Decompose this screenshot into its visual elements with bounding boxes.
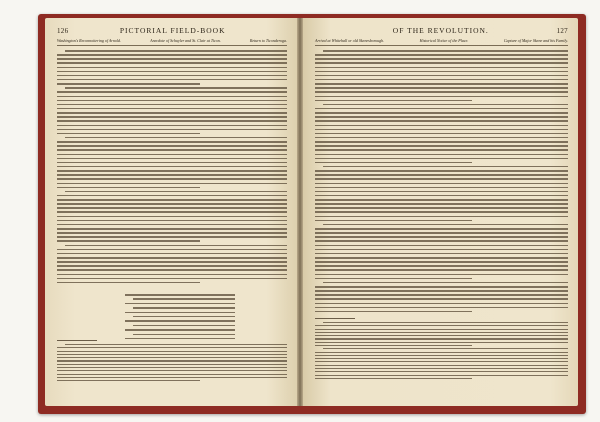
text-line bbox=[57, 367, 287, 368]
left-subhead-2: Anecdote of Schuyler and St. Clair at Ticon. bbox=[150, 38, 221, 43]
text-line bbox=[57, 278, 287, 280]
text-line bbox=[315, 345, 472, 346]
text-line bbox=[315, 75, 568, 77]
text-line bbox=[57, 199, 287, 201]
text-line bbox=[315, 67, 568, 69]
text-line bbox=[315, 79, 568, 81]
right-subheads bbox=[315, 36, 568, 46]
text-line bbox=[57, 269, 287, 271]
text-line bbox=[57, 364, 287, 365]
text-line bbox=[315, 261, 568, 263]
text-line bbox=[65, 191, 287, 193]
text-line bbox=[315, 236, 568, 238]
text-line bbox=[57, 374, 287, 375]
text-line bbox=[315, 91, 568, 93]
text-line bbox=[315, 257, 568, 259]
text-line bbox=[315, 228, 568, 230]
text-line bbox=[315, 265, 568, 267]
text-line bbox=[57, 228, 287, 230]
text-line bbox=[125, 303, 235, 305]
text-line bbox=[57, 116, 287, 118]
text-line bbox=[315, 133, 568, 135]
text-line bbox=[57, 174, 287, 176]
text-line bbox=[57, 129, 287, 131]
text-line bbox=[57, 377, 287, 378]
text-line bbox=[323, 282, 568, 284]
text-line bbox=[57, 141, 287, 143]
text-line bbox=[57, 203, 287, 205]
text-line bbox=[315, 211, 568, 213]
left-footnote-rule bbox=[57, 340, 97, 341]
text-line bbox=[57, 133, 200, 135]
text-line bbox=[315, 240, 568, 242]
text-line bbox=[315, 249, 568, 251]
text-line bbox=[57, 207, 287, 209]
text-line bbox=[315, 269, 568, 271]
right-footnotes bbox=[315, 322, 568, 381]
text-line bbox=[57, 265, 287, 267]
left-footnotes bbox=[57, 344, 287, 383]
text-line bbox=[57, 357, 287, 358]
text-line bbox=[315, 207, 568, 209]
right-page-number: 127 bbox=[556, 27, 568, 35]
text-line bbox=[57, 67, 287, 69]
text-line bbox=[57, 162, 287, 164]
text-line bbox=[315, 355, 568, 356]
text-line bbox=[57, 170, 287, 172]
text-line bbox=[315, 137, 568, 139]
right-subhead-3: Capture of Major Skene and his Family. bbox=[503, 38, 568, 43]
text-line bbox=[315, 96, 568, 98]
text-line bbox=[57, 224, 287, 226]
text-line bbox=[57, 257, 287, 259]
text-line bbox=[315, 332, 568, 333]
text-line bbox=[315, 286, 568, 288]
text-line bbox=[57, 100, 287, 102]
text-line bbox=[65, 137, 287, 139]
right-subhead-1: Arrival at Whitehall or old Skenesborough. bbox=[315, 38, 385, 43]
right-running-head bbox=[315, 26, 568, 35]
text-line bbox=[315, 183, 568, 185]
text-line bbox=[57, 187, 200, 189]
text-line bbox=[57, 220, 287, 222]
text-line bbox=[315, 145, 568, 147]
text-line bbox=[133, 325, 235, 327]
text-line bbox=[315, 203, 568, 205]
text-line bbox=[57, 380, 200, 381]
text-line bbox=[57, 83, 200, 85]
text-line bbox=[315, 371, 568, 372]
text-line bbox=[315, 54, 568, 56]
text-line bbox=[315, 149, 568, 151]
text-line bbox=[57, 354, 287, 355]
text-line bbox=[57, 211, 287, 213]
text-line bbox=[57, 232, 287, 234]
text-line bbox=[315, 335, 568, 336]
text-line bbox=[57, 54, 287, 56]
text-line bbox=[57, 112, 287, 114]
text-line bbox=[57, 158, 287, 160]
text-line bbox=[125, 320, 235, 322]
text-line bbox=[57, 71, 287, 73]
text-line bbox=[315, 325, 568, 326]
text-line bbox=[315, 71, 568, 73]
text-line bbox=[315, 87, 568, 89]
right-running-title: OF THE REVOLUTION. bbox=[392, 26, 489, 35]
text-line bbox=[315, 294, 568, 296]
text-line bbox=[57, 253, 287, 255]
text-line bbox=[133, 307, 235, 309]
text-line bbox=[323, 348, 568, 349]
text-line bbox=[57, 166, 287, 168]
text-line bbox=[57, 58, 287, 60]
text-line bbox=[315, 361, 568, 362]
text-line bbox=[323, 224, 568, 226]
text-line bbox=[315, 112, 568, 114]
text-line bbox=[57, 96, 287, 98]
text-line bbox=[315, 352, 568, 353]
text-line bbox=[57, 216, 287, 218]
text-line bbox=[315, 338, 568, 339]
text-line bbox=[57, 261, 287, 263]
text-line bbox=[315, 100, 472, 102]
left-page-number: 126 bbox=[57, 27, 69, 35]
text-line bbox=[315, 58, 568, 60]
text-line bbox=[315, 162, 472, 164]
text-line bbox=[125, 338, 235, 340]
left-running-title: PICTORIAL FIELD-BOOK bbox=[119, 26, 226, 35]
text-line bbox=[57, 62, 287, 64]
text-line bbox=[133, 316, 235, 318]
text-line bbox=[315, 253, 568, 255]
text-line bbox=[57, 149, 287, 151]
text-line bbox=[315, 368, 568, 369]
text-line bbox=[57, 145, 287, 147]
text-line bbox=[315, 62, 568, 64]
text-line bbox=[57, 75, 287, 77]
text-line bbox=[57, 108, 287, 110]
text-line bbox=[315, 83, 568, 85]
text-line bbox=[315, 274, 568, 276]
text-line bbox=[315, 116, 568, 118]
text-line bbox=[315, 378, 472, 379]
text-line bbox=[315, 232, 568, 234]
left-subhead-1: Washington's Reconnoitering of Arnold. bbox=[57, 38, 121, 43]
text-line bbox=[57, 104, 287, 106]
text-line bbox=[315, 298, 568, 300]
text-line bbox=[315, 187, 568, 189]
text-line bbox=[323, 104, 568, 106]
text-line bbox=[315, 216, 568, 218]
left-body-text bbox=[57, 50, 287, 286]
right-body-text bbox=[315, 50, 568, 315]
left-page bbox=[45, 18, 297, 406]
left-subhead-3: Return to Ticonderoga. bbox=[249, 38, 287, 43]
text-line bbox=[57, 351, 287, 352]
text-line bbox=[57, 79, 287, 81]
text-line bbox=[57, 183, 287, 185]
text-line bbox=[323, 166, 568, 168]
text-line bbox=[315, 174, 568, 176]
text-line bbox=[65, 87, 287, 89]
text-line bbox=[315, 278, 472, 280]
text-line bbox=[315, 120, 568, 122]
text-line bbox=[57, 360, 287, 361]
text-line bbox=[315, 220, 472, 222]
text-line bbox=[57, 125, 287, 127]
text-line bbox=[323, 322, 568, 323]
text-line bbox=[57, 120, 287, 122]
text-line bbox=[125, 312, 235, 314]
text-line bbox=[65, 245, 287, 247]
left-running-head bbox=[57, 26, 287, 35]
text-line bbox=[315, 125, 568, 127]
text-line bbox=[315, 199, 568, 201]
text-line bbox=[315, 191, 568, 193]
text-line bbox=[315, 342, 568, 343]
text-line bbox=[315, 108, 568, 110]
text-line bbox=[65, 344, 287, 345]
text-line bbox=[315, 290, 568, 292]
text-line bbox=[133, 334, 235, 336]
text-line bbox=[57, 91, 287, 93]
text-line bbox=[125, 294, 235, 296]
text-line bbox=[315, 158, 568, 160]
text-line bbox=[315, 311, 472, 313]
text-line bbox=[315, 195, 568, 197]
text-line bbox=[57, 195, 287, 197]
text-line bbox=[57, 236, 287, 238]
text-line bbox=[315, 329, 568, 330]
right-subhead-2: Historical Notice of the Place. bbox=[419, 38, 469, 43]
text-line bbox=[125, 329, 235, 331]
text-line bbox=[133, 298, 235, 300]
text-line bbox=[315, 245, 568, 247]
text-line bbox=[57, 240, 200, 242]
text-line bbox=[315, 307, 568, 309]
text-line bbox=[315, 365, 568, 366]
left-poem bbox=[125, 294, 235, 342]
text-line bbox=[57, 249, 287, 251]
text-line bbox=[65, 50, 287, 52]
text-line bbox=[315, 303, 568, 305]
text-line bbox=[57, 274, 287, 276]
text-line bbox=[323, 50, 568, 52]
text-line bbox=[315, 358, 568, 359]
text-line bbox=[57, 370, 287, 371]
text-line bbox=[315, 170, 568, 172]
text-line bbox=[57, 282, 200, 284]
text-line bbox=[57, 347, 287, 348]
text-line bbox=[57, 178, 287, 180]
text-line bbox=[315, 375, 568, 376]
left-subheads bbox=[57, 36, 287, 46]
text-line bbox=[315, 141, 568, 143]
right-footnote-rule bbox=[315, 318, 355, 319]
right-page bbox=[303, 18, 578, 406]
text-line bbox=[315, 154, 568, 156]
text-line bbox=[315, 129, 568, 131]
text-line bbox=[315, 178, 568, 180]
text-line bbox=[57, 154, 287, 156]
